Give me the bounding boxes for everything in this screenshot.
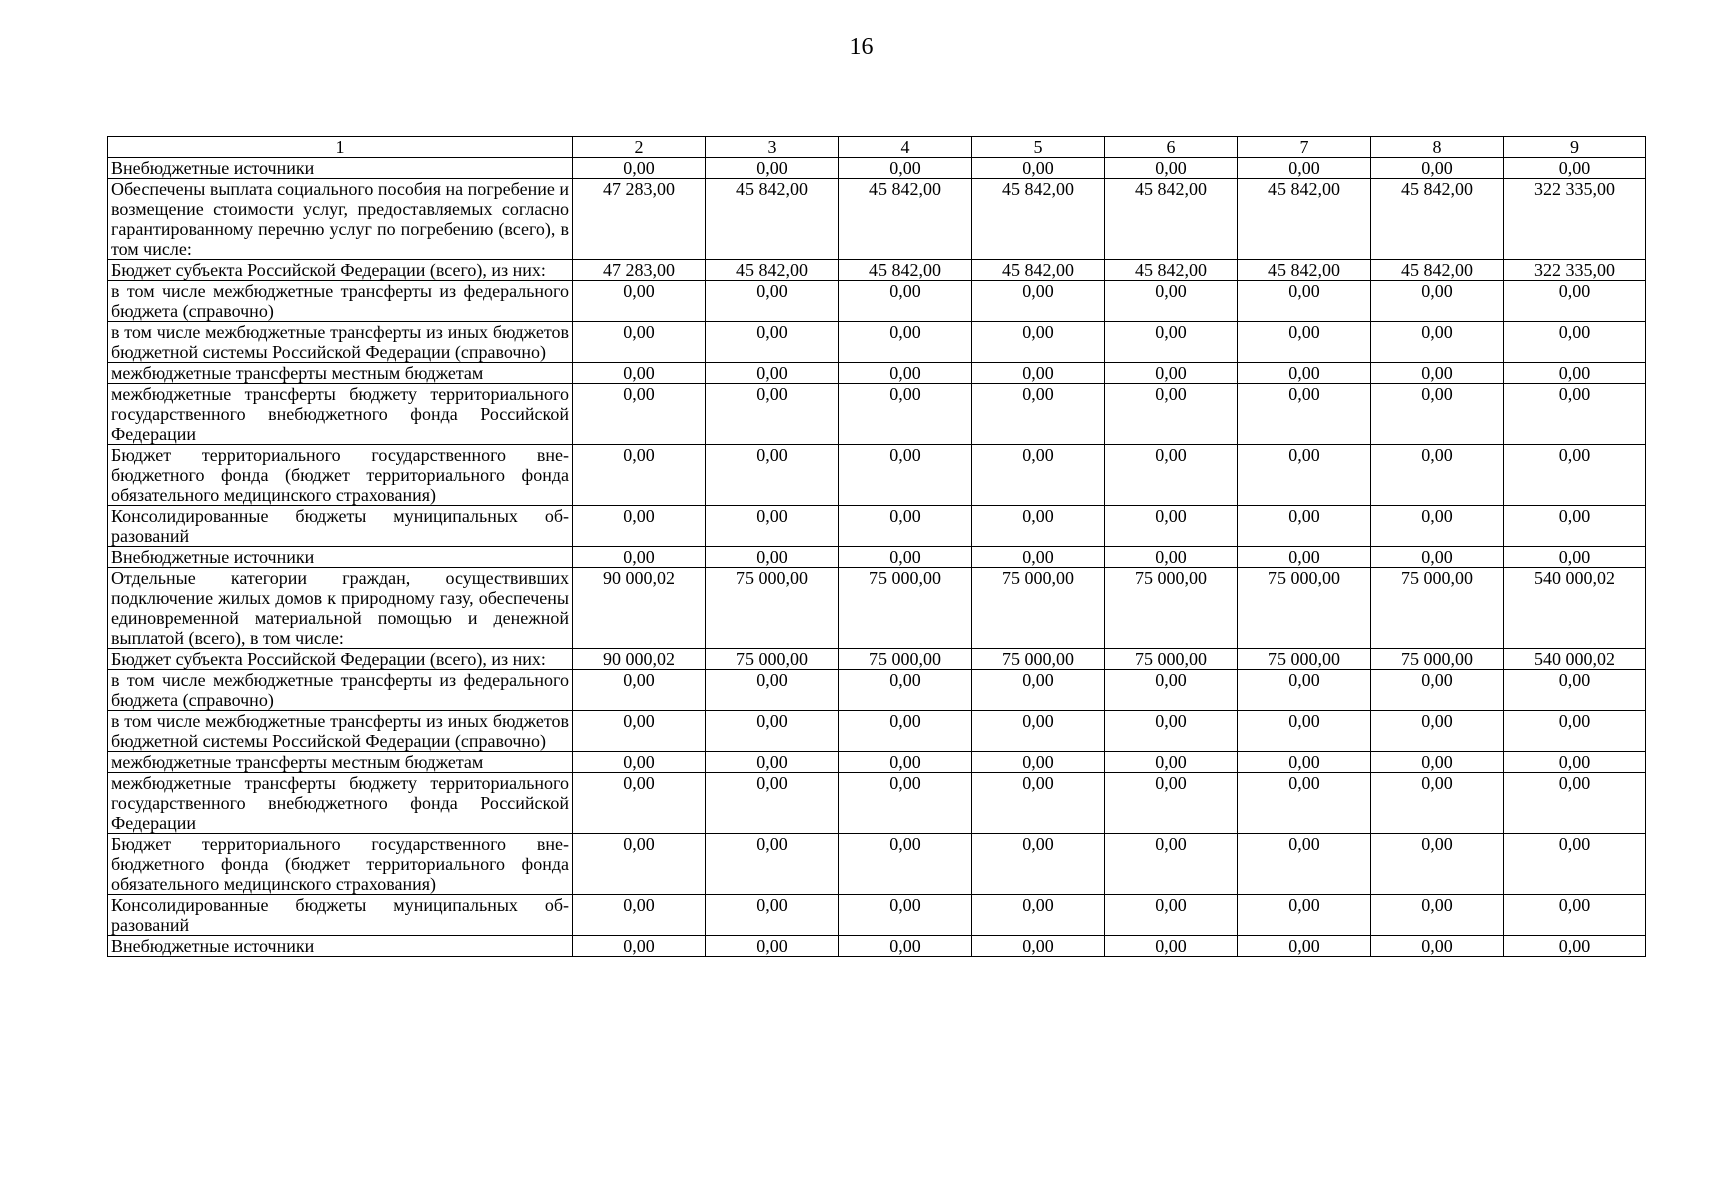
cell-value: 0,00 [573,895,706,936]
cell-value: 0,00 [972,506,1105,547]
cell-value: 0,00 [839,322,972,363]
cell-value: 0,00 [573,547,706,568]
cell-value: 75 000,00 [972,649,1105,670]
table-row [108,895,1646,936]
cell-value: 0,00 [839,158,972,179]
cell-value: 0,00 [839,363,972,384]
cell-value: 75 000,00 [839,568,972,649]
cell-value: 0,00 [972,322,1105,363]
cell-value: 47 283,00 [573,260,706,281]
cell-value: 75 000,00 [1105,649,1238,670]
row-label: Бюджет субъекта Российской Федерации (всего), из них: [108,260,573,281]
cell-value: 0,00 [1371,711,1504,752]
cell-value: 0,00 [1105,547,1238,568]
cell-value: 0,00 [972,547,1105,568]
cell-value: 0,00 [1238,895,1371,936]
cell-value: 0,00 [706,895,839,936]
row-label: межбюджетные трансферты местным бюджетам [108,363,573,384]
table-row [108,445,1646,506]
table-row [108,773,1646,834]
cell-value: 45 842,00 [1371,179,1504,260]
cell-value: 45 842,00 [972,260,1105,281]
cell-value: 0,00 [1504,363,1646,384]
cell-value: 0,00 [1371,322,1504,363]
cell-value: 0,00 [573,752,706,773]
cell-value: 0,00 [1371,773,1504,834]
table-row [108,834,1646,895]
cell-value: 0,00 [573,322,706,363]
cell-value: 0,00 [839,773,972,834]
cell-value: 0,00 [1371,670,1504,711]
cell-value: 0,00 [1504,773,1646,834]
row-label: Консолидированные бюджеты муниципальных образований [108,506,573,547]
cell-value: 0,00 [839,752,972,773]
row-label: межбюджетные трансферты бюджету территориального государственного внебюджетного фонда Российской Федерации [108,384,573,445]
row-label: Бюджет территориального государственного внебюджетного фонда (бюджет территориального фонда обязательного медицинского страхования) [108,834,573,895]
cell-value: 45 842,00 [972,179,1105,260]
cell-value: 0,00 [706,670,839,711]
cell-value: 75 000,00 [706,649,839,670]
cell-value: 0,00 [706,281,839,322]
cell-value: 0,00 [839,281,972,322]
cell-value: 0,00 [1105,936,1238,957]
cell-value: 75 000,00 [972,568,1105,649]
column-header-8: 8 [1371,137,1504,158]
cell-value: 0,00 [1105,445,1238,506]
table-body [108,158,1646,957]
table-row [108,568,1646,649]
table-row [108,363,1646,384]
cell-value: 0,00 [1371,752,1504,773]
cell-value: 45 842,00 [1105,260,1238,281]
cell-value: 45 842,00 [1105,179,1238,260]
cell-value: 45 842,00 [706,179,839,260]
cell-value: 0,00 [573,936,706,957]
cell-value: 0,00 [972,895,1105,936]
cell-value: 0,00 [839,895,972,936]
cell-value: 0,00 [706,773,839,834]
cell-value: 0,00 [573,363,706,384]
cell-value: 0,00 [972,752,1105,773]
cell-value: 322 335,00 [1504,179,1646,260]
cell-value: 90 000,02 [573,649,706,670]
cell-value: 0,00 [573,834,706,895]
cell-value: 0,00 [972,363,1105,384]
row-label: Внебюджетные источники [108,936,573,957]
cell-value: 0,00 [1105,895,1238,936]
table-row [108,506,1646,547]
cell-value: 0,00 [1238,834,1371,895]
cell-value: 75 000,00 [706,568,839,649]
cell-value: 0,00 [1504,322,1646,363]
table-row [108,752,1646,773]
cell-value: 0,00 [1504,936,1646,957]
table-row [108,936,1646,957]
cell-value: 0,00 [1238,670,1371,711]
cell-value: 75 000,00 [839,649,972,670]
cell-value: 0,00 [972,936,1105,957]
cell-value: 0,00 [1371,281,1504,322]
cell-value: 0,00 [1371,158,1504,179]
cell-value: 0,00 [1105,506,1238,547]
table-row [108,547,1646,568]
cell-value: 0,00 [1238,711,1371,752]
cell-value: 0,00 [1238,773,1371,834]
cell-value: 0,00 [1371,445,1504,506]
column-header-1: 1 [108,137,573,158]
table-row [108,179,1646,260]
header-row [108,137,1646,158]
cell-value: 0,00 [573,384,706,445]
row-label: межбюджетные трансферты бюджету территориального государственного внебюджетного фонда Российской Федерации [108,773,573,834]
cell-value: 0,00 [1504,445,1646,506]
table-row [108,649,1646,670]
cell-value: 0,00 [1238,445,1371,506]
cell-value: 0,00 [1238,547,1371,568]
column-header-4: 4 [839,137,972,158]
cell-value: 0,00 [1504,711,1646,752]
cell-value: 0,00 [1371,936,1504,957]
cell-value: 0,00 [1504,506,1646,547]
cell-value: 0,00 [1105,711,1238,752]
cell-value: 0,00 [1371,506,1504,547]
cell-value: 0,00 [839,384,972,445]
cell-value: 0,00 [839,834,972,895]
cell-value: 0,00 [573,711,706,752]
row-label: Внебюджетные источники [108,158,573,179]
cell-value: 540 000,02 [1504,568,1646,649]
cell-value: 0,00 [1238,506,1371,547]
cell-value: 0,00 [573,670,706,711]
cell-value: 0,00 [573,506,706,547]
cell-value: 0,00 [706,322,839,363]
column-header-5: 5 [972,137,1105,158]
cell-value: 0,00 [573,773,706,834]
cell-value: 0,00 [972,281,1105,322]
cell-value: 45 842,00 [1238,260,1371,281]
column-header-9: 9 [1504,137,1646,158]
cell-value: 0,00 [1238,752,1371,773]
cell-value: 0,00 [1105,384,1238,445]
cell-value: 0,00 [1105,363,1238,384]
cell-value: 0,00 [706,834,839,895]
cell-value: 0,00 [839,711,972,752]
cell-value: 0,00 [1371,547,1504,568]
cell-value: 0,00 [706,445,839,506]
row-label: Консолидированные бюджеты муниципальных образований [108,895,573,936]
cell-value: 0,00 [1238,384,1371,445]
row-label: Бюджет субъекта Российской Федерации (всего), из них: [108,649,573,670]
cell-value: 540 000,02 [1504,649,1646,670]
table-row [108,670,1646,711]
cell-value: 322 335,00 [1504,260,1646,281]
cell-value: 75 000,00 [1238,649,1371,670]
cell-value: 0,00 [573,445,706,506]
cell-value: 0,00 [706,936,839,957]
cell-value: 0,00 [1371,384,1504,445]
cell-value: 45 842,00 [1238,179,1371,260]
cell-value: 45 842,00 [1371,260,1504,281]
cell-value: 0,00 [839,670,972,711]
cell-value: 0,00 [1504,281,1646,322]
cell-value: 0,00 [839,547,972,568]
column-header-6: 6 [1105,137,1238,158]
cell-value: 0,00 [839,445,972,506]
cell-value: 0,00 [706,752,839,773]
column-header-7: 7 [1238,137,1371,158]
cell-value: 0,00 [1504,895,1646,936]
cell-value: 0,00 [1105,773,1238,834]
cell-value: 90 000,02 [573,568,706,649]
cell-value: 0,00 [1238,936,1371,957]
cell-value: 0,00 [1504,670,1646,711]
cell-value: 0,00 [1504,384,1646,445]
table-row [108,384,1646,445]
cell-value: 0,00 [706,547,839,568]
cell-value: 0,00 [1105,158,1238,179]
budget-table [107,136,1646,957]
row-label: Отдельные категории граждан, осуществивших подключение жилых домов к природному газу, обеспечены единовременной материальной помощью и денежной выплатой (всего), в том числе: [108,568,573,649]
cell-value: 0,00 [972,158,1105,179]
table-row [108,711,1646,752]
row-label: Внебюджетные источники [108,547,573,568]
cell-value: 0,00 [1105,752,1238,773]
cell-value: 0,00 [972,384,1105,445]
page-number: 16 [849,34,874,60]
cell-value: 0,00 [1105,834,1238,895]
cell-value: 0,00 [1504,547,1646,568]
cell-value: 0,00 [1238,158,1371,179]
cell-value: 0,00 [706,158,839,179]
cell-value: 0,00 [1105,322,1238,363]
cell-value: 0,00 [1371,834,1504,895]
cell-value: 45 842,00 [706,260,839,281]
cell-value: 0,00 [1238,363,1371,384]
cell-value: 0,00 [573,281,706,322]
row-label: в том числе межбюджетные трансферты из иных бюджетов бюджетной системы Российской Федерации (справочно) [108,711,573,752]
column-header-3: 3 [706,137,839,158]
table-row [108,158,1646,179]
row-label: Обеспечены выплата социального пособия на погребение и возмещение стоимости услуг, предоставляемых согласно гарантированному перечню услуг по погребению (всего), в том числе: [108,179,573,260]
row-label: в том числе межбюджетные трансферты из иных бюджетов бюджетной системы Российской Федерации (справочно) [108,322,573,363]
cell-value: 0,00 [1371,363,1504,384]
row-label: в том числе межбюджетные трансферты из федерального бюджета (справочно) [108,281,573,322]
cell-value: 0,00 [573,158,706,179]
row-label: межбюджетные трансферты местным бюджетам [108,752,573,773]
cell-value: 0,00 [972,711,1105,752]
cell-value: 0,00 [972,445,1105,506]
table-row [108,260,1646,281]
cell-value: 0,00 [972,773,1105,834]
cell-value: 0,00 [706,363,839,384]
cell-value: 0,00 [1504,834,1646,895]
cell-value: 0,00 [1371,895,1504,936]
cell-value: 0,00 [706,384,839,445]
row-label: в том числе межбюджетные трансферты из федерального бюджета (справочно) [108,670,573,711]
table-row [108,322,1646,363]
cell-value: 0,00 [1238,322,1371,363]
cell-value: 0,00 [839,506,972,547]
cell-value: 0,00 [1504,752,1646,773]
cell-value: 45 842,00 [839,179,972,260]
row-label: Бюджет территориального государственного внебюджетного фонда (бюджет территориального фонда обязательного медицинского страхования) [108,445,573,506]
cell-value: 75 000,00 [1238,568,1371,649]
column-header-2: 2 [573,137,706,158]
cell-value: 75 000,00 [1105,568,1238,649]
cell-value: 0,00 [1504,158,1646,179]
cell-value: 75 000,00 [1371,649,1504,670]
cell-value: 0,00 [972,834,1105,895]
cell-value: 45 842,00 [839,260,972,281]
cell-value: 0,00 [1105,670,1238,711]
cell-value: 75 000,00 [1371,568,1504,649]
table-row [108,281,1646,322]
cell-value: 0,00 [1105,281,1238,322]
cell-value: 47 283,00 [573,179,706,260]
cell-value: 0,00 [1238,281,1371,322]
cell-value: 0,00 [972,670,1105,711]
cell-value: 0,00 [839,936,972,957]
cell-value: 0,00 [706,711,839,752]
cell-value: 0,00 [706,506,839,547]
